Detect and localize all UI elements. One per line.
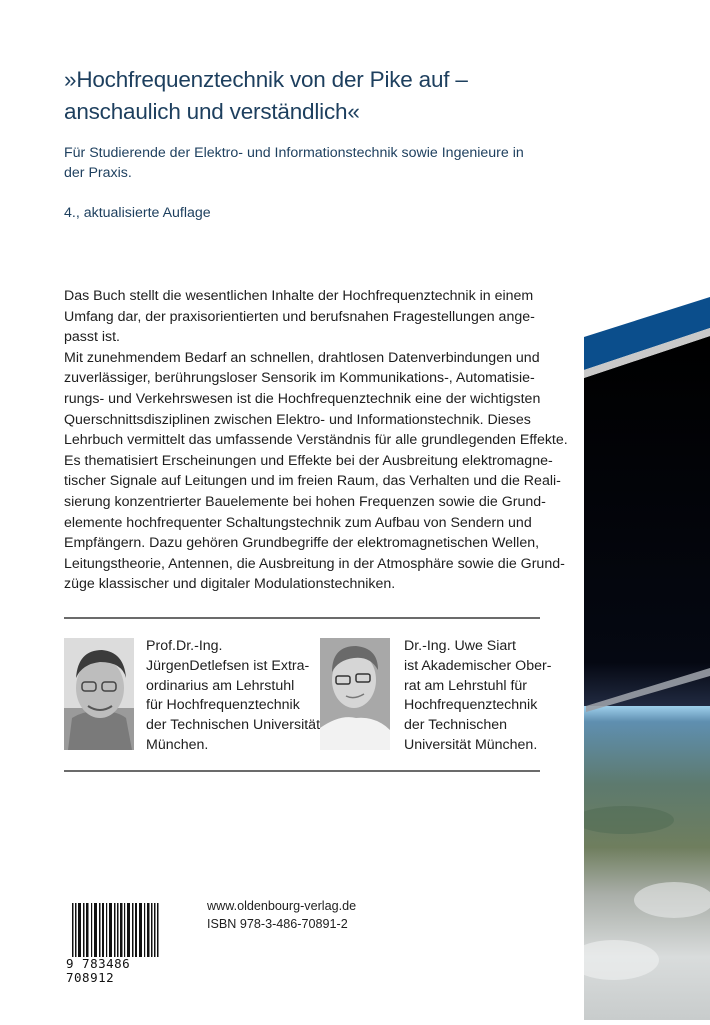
description-line: zuverlässiger, berührungsloser Sensorik im Kommunikations-, Automatisie- xyxy=(64,370,535,387)
description-line: sierung konzentrierter Bauelemente bei hohen Frequenzen sowie die Grund- xyxy=(64,493,546,510)
portrait-icon xyxy=(320,638,390,750)
portrait-icon xyxy=(64,638,134,750)
author-bio-line: ist Akademischer Ober- xyxy=(404,657,552,674)
audience-line-1: Für Studierende der Elektro- und Informationstechnik sowie Ingenieure in xyxy=(64,145,524,161)
audience-line-2: der Praxis. xyxy=(64,165,132,181)
divider-bottom xyxy=(64,770,540,772)
author-bio-line: Hochfrequenztechnik xyxy=(404,697,538,714)
barcode-digits: 9 783486 708912 xyxy=(66,957,170,971)
audience-statement xyxy=(64,143,544,183)
publisher-info xyxy=(207,898,356,933)
description-line: elemente hochfrequenter Schaltungstechnik zum Aufbau von Sendern und xyxy=(64,514,532,531)
isbn-number: ISBN 978-3-486-70891-2 xyxy=(207,916,348,931)
book-description xyxy=(64,286,568,595)
author-bio-line: Prof.Dr.-Ing. xyxy=(146,638,223,654)
description-line: tischer Signale auf Leitungen und im freien Raum, das Verhalten und die Reali- xyxy=(64,473,561,490)
author-bio-line: für Hochfrequenztechnik xyxy=(146,697,300,714)
author-bio-line: Universität München. xyxy=(404,736,538,753)
author-photo-detlefsen xyxy=(64,638,134,750)
description-line: Mit zunehmendem Bedarf an schnellen, drahtlosen Datenverbindungen und xyxy=(64,349,540,366)
description-line: züge klassischer und digitaler Modulationstechniken. xyxy=(64,576,396,593)
description-line: Es thematisiert Erscheinungen und Effekte bei der Ausbreitung elektromagne- xyxy=(64,452,553,469)
description-line: Lehrbuch vermittelt das umfassende Verständnis für alle grundlegenden Effekte. xyxy=(64,432,568,449)
author-bio-line: der Technischen Universität xyxy=(146,717,321,734)
publisher-website: www.oldenbourg-verlag.de xyxy=(207,899,357,913)
divider-top xyxy=(64,617,540,619)
author-bio-line: JürgenDetlefsen ist Extra- xyxy=(146,657,310,674)
author-bio-line: München. xyxy=(146,736,209,753)
description-line: Umfang dar, der praxisorientierten und berufsnahen Fragestellungen ange- xyxy=(64,308,535,325)
description-line: passt ist. xyxy=(64,329,120,346)
description-line: Empfängern. Dazu gehören Grundbegriffe der elektromagnetischen Wellen, xyxy=(64,535,540,552)
description-line: Das Buch stellt die wesentlichen Inhalte der Hochfrequenztechnik in einem xyxy=(64,288,534,304)
author-bio-line: ordinarius am Lehrstuhl xyxy=(146,677,295,694)
description-line: Leitungstheorie, Antennen, die Ausbreitung in der Atmosphäre sowie die Grund- xyxy=(64,555,565,572)
author-photo-siart xyxy=(320,638,390,750)
author-bio-line: rat am Lehrstuhl für xyxy=(404,677,528,694)
author-bio-siart xyxy=(404,637,551,756)
earth-horizon-graphic xyxy=(584,0,710,1020)
author-bio-line: der Technischen xyxy=(404,717,508,734)
tagline-line-2: anschaulich und verständlich« xyxy=(64,99,360,124)
description-line: Querschnittsdisziplinen zwischen Elektro- und Informationstechnik. Dieses xyxy=(64,411,531,428)
author-bio-detlefsen xyxy=(146,637,320,756)
author-bio-line: Dr.-Ing. Uwe Siart xyxy=(404,638,516,654)
tagline-line-1: »Hochfrequenztechnik von der Pike auf – xyxy=(64,67,468,92)
description-line: rungs- und Verkehrswesen ist die Hochfrequenztechnik eine der wichtigsten xyxy=(64,390,541,407)
edition-label: 4., aktualisierte Auflage xyxy=(64,205,211,221)
book-tagline xyxy=(64,64,564,128)
cover-artwork-strip xyxy=(584,0,710,1020)
